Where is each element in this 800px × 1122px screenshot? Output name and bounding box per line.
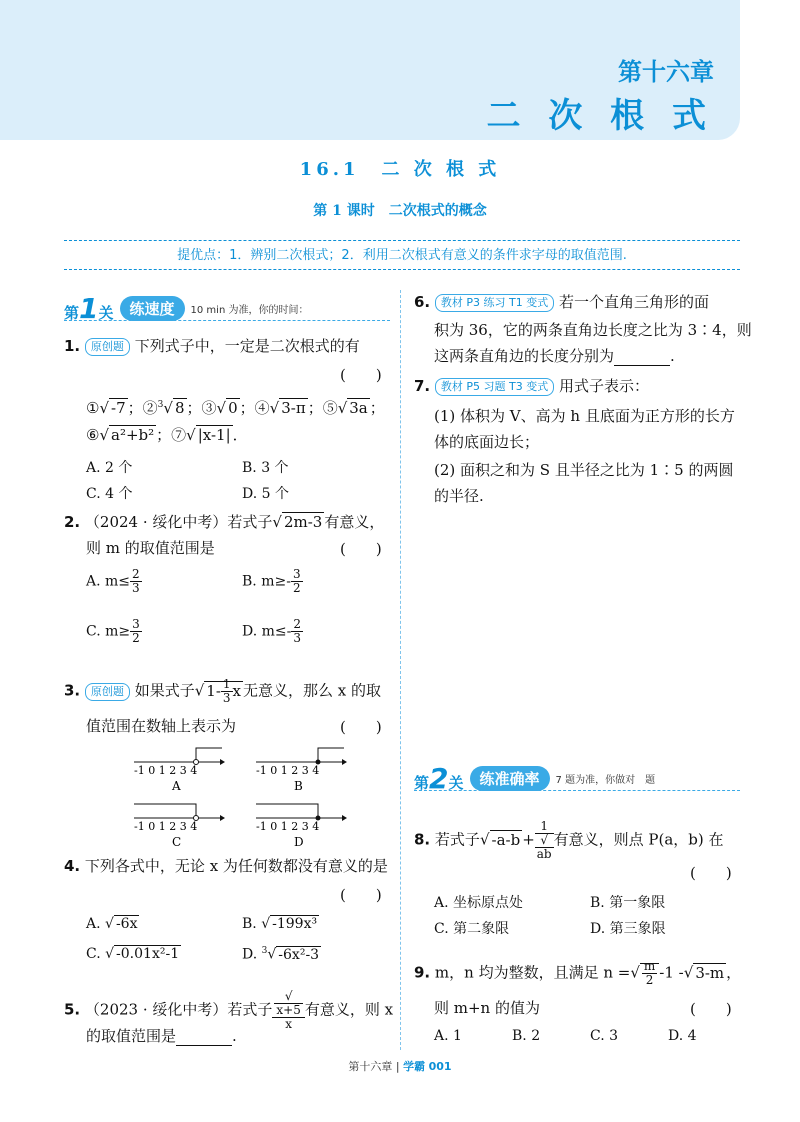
q2-option-b[interactable]: [242, 568, 303, 595]
question-4-number: 4.: [64, 857, 81, 875]
denominator: 2: [292, 581, 301, 595]
question-6-text-c: 这两条直角边的长度分别为: [434, 347, 615, 365]
level-1-note: 10 min 为准，你的时间：: [190, 305, 309, 316]
option-label: B.: [242, 916, 257, 932]
section-title: 16.1 二 次 根 式: [299, 159, 501, 180]
question-8-text-b: 有意义，则点 P(a，b) 在: [553, 830, 724, 849]
question-1-number: 1.: [64, 337, 81, 355]
question-7-text: 用式子表示：: [559, 377, 650, 395]
number-line-a[interactable]: [134, 748, 225, 793]
root-index: 3: [157, 400, 164, 410]
fraction: [291, 568, 303, 595]
item-sep: ；: [369, 399, 385, 417]
option-label: C.: [86, 946, 101, 962]
q2-option-c[interactable]: [86, 618, 142, 645]
radicand: -0.01x²-1: [116, 946, 180, 962]
q8-option-d[interactable]: D. 第三象限: [590, 921, 666, 937]
question-3-stem-c: 值范围在数轴上表示为: [86, 717, 237, 735]
question-5-text-b: 有意义，则 x: [304, 1000, 394, 1019]
denominator: 3: [293, 631, 302, 645]
radicand: -6x²-3: [278, 946, 320, 963]
item-sep: ；⑤: [307, 399, 338, 417]
question-2-text-b: 有意义，: [324, 513, 385, 531]
numerator: √ x+5: [272, 990, 304, 1018]
fraction: [221, 678, 233, 705]
textbook-tag: 教材 P5 习题 T3 变式: [435, 378, 554, 396]
q1-option-d[interactable]: D. 5 个: [242, 486, 289, 502]
comma: ，: [726, 963, 742, 982]
column-divider: [400, 290, 401, 1050]
q9-option-a[interactable]: A. 1: [434, 1028, 462, 1044]
answer-blank[interactable]: [614, 365, 670, 366]
denominator: √ ab: [536, 833, 552, 861]
question-4-stem: [64, 856, 388, 876]
question-4-text: 下列各式中，无论 x 为任何数都没有意义的是: [84, 857, 388, 875]
footer-chapter: 第十六章: [348, 1060, 393, 1073]
question-5-stem: [64, 990, 393, 1031]
radicand: -6x: [115, 916, 138, 932]
q2-option-d[interactable]: [242, 618, 303, 645]
option-label-b: B: [294, 779, 303, 793]
q9-option-c[interactable]: C. 3: [590, 1028, 619, 1044]
question-2-stem-c: 则 m 的取值范围是: [86, 539, 215, 557]
question-1-items-row2: ⑥√ a²+b² ；⑦√ |x-1| ．: [86, 426, 248, 444]
plus-sign: +: [522, 830, 535, 849]
number-line-ticks: -1 0 1 2 3 4: [134, 820, 198, 833]
q4-option-d[interactable]: D. $^3$√ -6x²-3: [242, 946, 320, 963]
numerator: 3: [292, 567, 301, 581]
q1-option-a[interactable]: A. 2 个: [86, 460, 133, 476]
radicand: x+5: [276, 1003, 301, 1017]
numerator: 1: [535, 820, 554, 834]
question-1-items-row1: ①√ -7 ；②$^3$√ 8 ；③√ 0 ；④√ 3-π ；⑤√ 3a ；: [86, 399, 385, 417]
tip-banner: 提优点：1．辨别二次根式；2．利用二次根式有意义的条件求字母的取值范围.: [64, 240, 740, 270]
q1-option-c[interactable]: C. 4 个: [86, 486, 133, 502]
question-2-number: 2.: [64, 513, 81, 531]
level-1-underline: [64, 320, 390, 321]
question-9-text: m，n 均为整数，且满足 n =: [434, 963, 631, 982]
q4-option-b[interactable]: B. √ -199x³: [242, 916, 318, 932]
number-line-c[interactable]: [134, 804, 225, 849]
q1-option-b[interactable]: B. 3 个: [242, 460, 289, 476]
radicand-post: x: [232, 681, 242, 700]
question-7-part-2a: (2) 面积之和为 S 且半径之比为 1∶5 的两圆: [434, 461, 734, 479]
item-sep: ；②: [127, 399, 158, 417]
chapter-title: 二 次 根 式: [486, 96, 714, 136]
option-label: B. m≥-: [242, 573, 291, 590]
question-5-stem-c: [86, 1026, 237, 1046]
question-8-text: 若式子: [434, 830, 480, 849]
radicand: 3-m: [695, 963, 725, 982]
item-sep: ；④: [239, 399, 270, 417]
answer-paren[interactable]: ( ): [690, 864, 732, 882]
question-6-stem-b: 积为 36，它的两条直角边长度之比为 3∶4，则: [434, 321, 752, 339]
level-1-number: 第1关: [64, 292, 114, 325]
question-9-number: 9.: [414, 963, 431, 982]
question-1-stem: [64, 336, 360, 356]
option-label-c: C: [172, 835, 182, 849]
number-line-ticks: -1 0 1 2 3 4: [134, 764, 198, 777]
answer-blank[interactable]: [176, 1045, 232, 1046]
question-5-text: （2023 · 绥化中考）若式子: [84, 1000, 273, 1019]
fraction: [642, 960, 657, 987]
question-6-stem-c: [434, 346, 675, 366]
radicand: 2m-3: [283, 513, 323, 531]
numerator: 3: [132, 617, 140, 631]
number-line-ticks: -1 0 1 2 3 4: [256, 820, 320, 833]
option-label-a: A: [172, 779, 181, 793]
numerator: 1: [222, 677, 231, 691]
denominator: 2: [132, 631, 140, 645]
q4-option-a[interactable]: A. √ -6x: [86, 916, 138, 932]
radicand: [204, 677, 243, 705]
denominator: 3: [222, 691, 231, 705]
question-9-stem: 9. m，n 均为整数，且满足 n =√ $\frac{m}{2}$ -1 -√ 3-m ，: [414, 959, 742, 987]
original-tag: 原创题: [85, 683, 130, 701]
radicand: -a-b: [491, 830, 521, 849]
item-sep: ；③: [186, 399, 217, 417]
radicand: a²+b²: [111, 426, 155, 444]
radicand: -199x³: [272, 916, 318, 932]
fraction: [272, 990, 304, 1031]
item-marker: ①: [86, 399, 100, 417]
question-7-number: 7.: [414, 377, 431, 395]
fraction: [535, 820, 554, 861]
radicand: [640, 959, 659, 987]
option-label: C. m≥: [86, 623, 131, 640]
answer-paren[interactable]: ( ): [340, 718, 382, 736]
question-7-part-1b: 体的底面边长；: [434, 433, 540, 451]
option-label: D. m≤-: [242, 623, 292, 640]
question-2-text: （2024 · 绥化中考）若式子: [84, 513, 273, 531]
question-5-number: 5.: [64, 1000, 81, 1019]
denominator: x: [285, 1017, 293, 1031]
footer-brand: 学霸: [403, 1060, 426, 1073]
chapter-label: 第十六章: [618, 58, 714, 86]
question-6-text: 若一个直角三角形的面: [559, 293, 710, 311]
page-number: 001: [428, 1060, 452, 1073]
option-label-d: D: [294, 835, 304, 849]
answer-paren[interactable]: ( ): [340, 540, 382, 558]
radicand: ab: [536, 847, 552, 861]
lesson-title: 第 1 课时 二次根式的概念: [313, 203, 487, 219]
level-2-note: 7 题为准，你做对 题: [555, 775, 656, 786]
q2-option-a[interactable]: [86, 568, 142, 595]
option-label: D.: [242, 946, 258, 963]
numerator: m: [643, 959, 656, 973]
item-sep: ．: [232, 426, 248, 444]
level-2-underline: [414, 790, 740, 791]
question-7-stem: [414, 376, 649, 396]
question-3-stem: 3. 原创题 如果式子√ 1- $\frac{1}{3}$ x 无意义，那么 x 的取: [64, 677, 382, 705]
item-sep: ；⑦: [156, 426, 187, 444]
question-7-part-2b: 的半径.: [434, 487, 484, 505]
level-2-number: 第2关: [414, 762, 464, 795]
radicand: 3a: [349, 399, 368, 417]
question-8-number: 8.: [414, 830, 431, 849]
level-1-badge: 练速度: [120, 296, 185, 321]
answer-paren[interactable]: ( ): [690, 1000, 732, 1018]
number-line-options: [130, 740, 360, 850]
number-line-d[interactable]: [256, 804, 347, 849]
question-3-text-b: 无意义，那么 x 的取: [243, 681, 382, 700]
numerator: 2: [132, 567, 140, 581]
radicand: |x-1|: [197, 426, 231, 444]
denominator: 2: [645, 973, 654, 987]
minus-part: -1 -: [659, 963, 684, 982]
question-1-text: 下列式子中，一定是二次根式的有: [134, 337, 360, 355]
numerator: 2: [293, 617, 302, 631]
period: .: [670, 347, 675, 365]
number-line-ticks: -1 0 1 2 3 4: [256, 764, 320, 777]
radicand: 8: [174, 399, 185, 417]
q9-option-d[interactable]: D. 4: [668, 1028, 697, 1044]
q8-option-c[interactable]: C. 第二象限: [434, 921, 510, 937]
option-label: A. m≤: [86, 573, 131, 590]
number-line-b[interactable]: [256, 748, 347, 793]
q8-option-a[interactable]: A. 坐标原点处: [434, 895, 524, 911]
question-3-number: 3.: [64, 681, 81, 700]
original-tag: 原创题: [85, 338, 130, 356]
answer-paren[interactable]: ( ): [340, 366, 382, 384]
denominator: 3: [132, 581, 140, 595]
question-2-stem: 2. （2024 · 绥化中考）若式子√ 2m-3 有意义，: [64, 513, 385, 531]
q4-option-c[interactable]: C. √ -0.01x²-1: [86, 946, 180, 962]
textbook-tag: 教材 P3 练习 T1 变式: [435, 294, 554, 312]
item-marker: ⑥: [86, 426, 100, 444]
root-index: 3: [261, 946, 268, 956]
question-6-number: 6.: [414, 293, 431, 311]
answer-paren[interactable]: ( ): [340, 886, 382, 904]
question-5-text-c: 的取值范围是: [86, 1027, 177, 1045]
fraction: [130, 568, 142, 595]
radicand: 3-π: [281, 399, 306, 417]
radicand: -7: [111, 399, 126, 417]
period: .: [232, 1027, 237, 1045]
q9-option-b[interactable]: B. 2: [512, 1028, 541, 1044]
question-7-part-1a: (1) 体积为 V、高为 h 且底面为正方形的长方: [434, 407, 735, 425]
question-9-stem-c: 则 m+n 的值为: [434, 999, 540, 1017]
page-footer: 第十六章 | 学霸 001: [348, 1060, 452, 1073]
option-label: A.: [86, 916, 101, 932]
q8-option-b[interactable]: B. 第一象限: [590, 895, 666, 911]
question-8-stem: 8. 若式子√ -a-b + 1 √ ab 有意义，则点 P(a，b) 在: [414, 819, 724, 861]
fraction: [130, 618, 142, 645]
radicand: 0: [228, 399, 238, 417]
question-6-stem: [414, 292, 709, 312]
fraction: [291, 618, 303, 645]
question-3-text: 如果式子: [134, 681, 195, 700]
level-2-badge: 练准确率: [470, 766, 550, 791]
radicand-pre: 1-: [206, 681, 221, 700]
